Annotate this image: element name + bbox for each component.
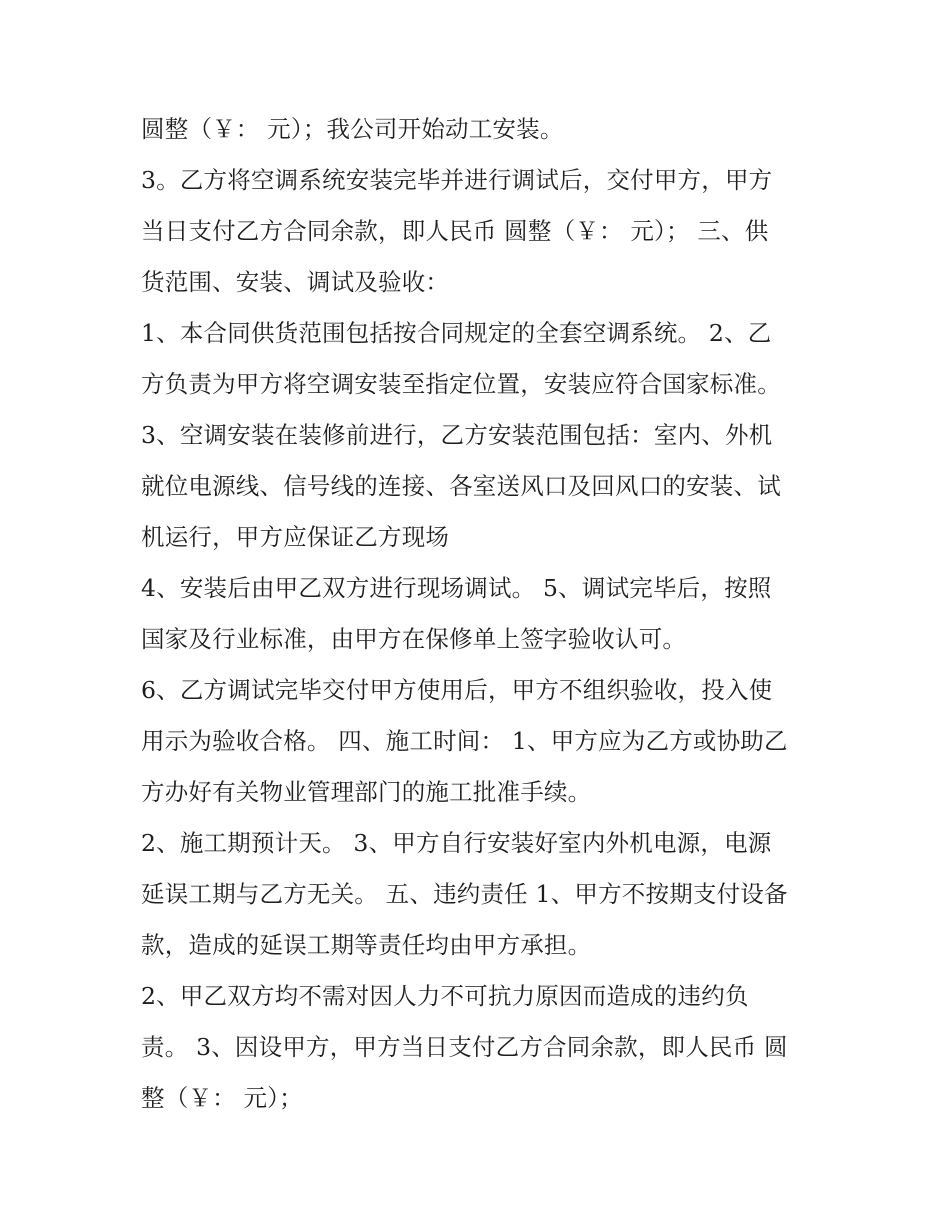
text-line: 4、安装后由甲乙双方进行现场调试。 5、调试完毕后，按照 — [141, 574, 772, 602]
text-line: 3。乙方将空调系统安装完毕并进行调试后，交付甲方，甲方 — [141, 166, 773, 194]
text-line: 用示为验收合格。 四、施工时间： 1、甲方应为乙方或协助乙 — [141, 727, 788, 755]
text-line: 6、乙方调试完毕交付甲方使用后，甲方不组织验收，投入使 — [141, 676, 773, 704]
contract-text — [141, 104, 821, 1124]
text-line: 2、施工期预计天。 3、甲方自行安装好室内外机电源，电源 — [141, 829, 772, 857]
text-line: 货范围、安装、调试及验收： — [141, 268, 450, 296]
text-line: 当日支付乙方合同余款，即人民币 圆整（￥： 元）； 三、供 — [141, 217, 769, 245]
text-line: 国家及行业标准，由甲方在保修单上签字验收认可。 — [141, 625, 687, 653]
text-line: 3、空调安装在装修前进行，乙方安装范围包括：室内、外机 — [141, 421, 773, 449]
text-line: 责。 3、因设甲方，甲方当日支付乙方合同余款，即人民币 圆 — [141, 1033, 788, 1061]
text-line: 方负责为甲方将空调安装至指定位置，安装应符合国家标准。 — [141, 370, 781, 398]
text-line: 方办好有关物业管理部门的施工批准手续。 — [141, 778, 592, 806]
text-line: 就位电源线、信号线的连接、各室送风口及回风口的安装、试 — [141, 472, 781, 500]
text-line: 延误工期与乙方无关。 五、违约责任 1、甲方不按期支付设备 — [141, 880, 788, 908]
text-line: 1、本合同供货范围包括按合同规定的全套空调系统。 2、乙 — [141, 319, 772, 347]
text-line: 2、甲乙双方均不需对因人力不可抗力原因而造成的违约负 — [141, 982, 749, 1010]
text-line: 机运行，甲方应保证乙方现场 — [141, 523, 450, 551]
text-line: 款，造成的延误工期等责任均由甲方承担。 — [141, 931, 592, 959]
text-line: 圆整（￥： 元）；我公司开始动工安装。 — [141, 115, 564, 143]
text-line: 整（￥： 元）； — [141, 1084, 303, 1112]
